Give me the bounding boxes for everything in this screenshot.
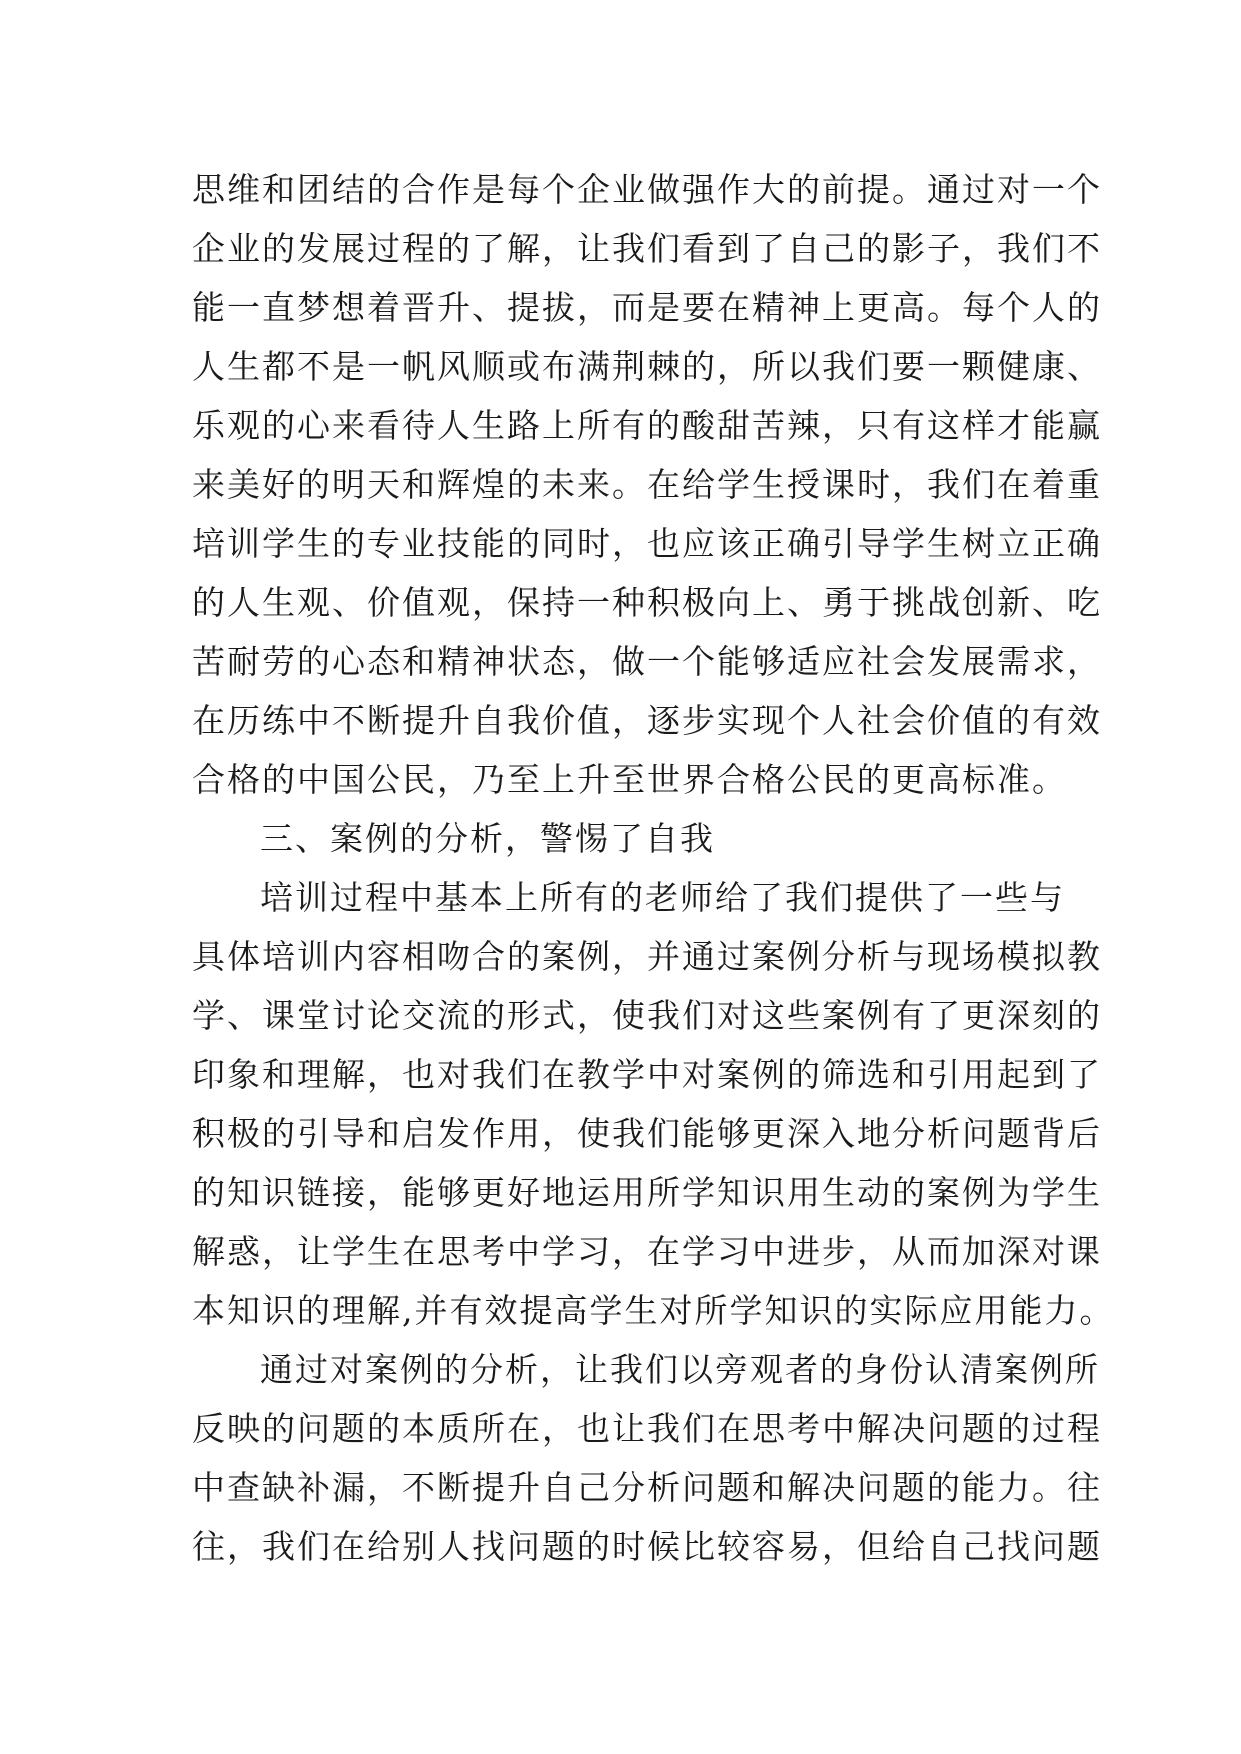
text-line: 反映的问题的本质所在，也让我们在思考中解决问题的过程: [192, 1409, 1102, 1448]
text-line: 培训过程中基本上所有的老师给了我们提供了一些与: [260, 878, 1065, 917]
text-line: 积极的引导和启发作用，使我们能够更深入地分析问题背后: [192, 1114, 1102, 1153]
text-line: 解惑，让学生在思考中学习，在学习中进步，从而加深对课: [192, 1232, 1102, 1271]
text-line: 在历练中不断提升自我价值，逐步实现个人社会价值的有效: [192, 701, 1102, 740]
text-line: 的知识链接，能够更好地运用所学知识用生动的案例为学生: [192, 1173, 1102, 1212]
text-line: 苦耐劳的心态和精神状态，做一个能够适应社会发展需求，: [192, 642, 1102, 681]
text-line: 的人生观、价值观，保持一种积极向上、勇于挑战创新、吃: [192, 583, 1102, 622]
text-line: 本知识的理解,并有效提高学生对所学知识的实际应用能力。: [192, 1291, 1115, 1330]
text-line: 思维和团结的合作是每个企业做强作大的前提。通过对一个: [192, 170, 1102, 209]
text-line: 具体培训内容相吻合的案例，并通过案例分析与现场模拟教: [192, 937, 1102, 976]
body-text: [192, 160, 1115, 1576]
section-heading: 三、案例的分析，警惕了自我: [260, 819, 715, 858]
text-line: 人生都不是一帆风顺或布满荆棘的，所以我们要一颗健康、: [192, 347, 1102, 386]
text-line: 学、课堂讨论交流的形式，使我们对这些案例有了更深刻的: [192, 996, 1102, 1035]
text-line: 企业的发展过程的了解，让我们看到了自己的影子，我们不: [192, 229, 1102, 268]
text-line: 往，我们在给别人找问题的时候比较容易，但给自己找问题: [192, 1527, 1102, 1566]
text-line: 印象和理解，也对我们在教学中对案例的筛选和引用起到了: [192, 1055, 1102, 1094]
text-line: 能一直梦想着晋升、提拔，而是要在精神上更高。每个人的: [192, 288, 1102, 327]
text-line: 通过对案例的分析，让我们以旁观者的身份认清案例所: [260, 1350, 1100, 1389]
text-line: 乐观的心来看待人生路上所有的酸甜苦辣，只有这样才能赢: [192, 406, 1102, 445]
text-line: 合格的中国公民，乃至上升至世界合格公民的更高标准。: [192, 760, 1067, 799]
text-line: 来美好的明天和辉煌的未来。在给学生授课时，我们在着重: [192, 465, 1102, 504]
text-line: 培训学生的专业技能的同时，也应该正确引导学生树立正确: [192, 524, 1102, 563]
text-line: 中查缺补漏，不断提升自己分析问题和解决问题的能力。往: [192, 1468, 1102, 1507]
